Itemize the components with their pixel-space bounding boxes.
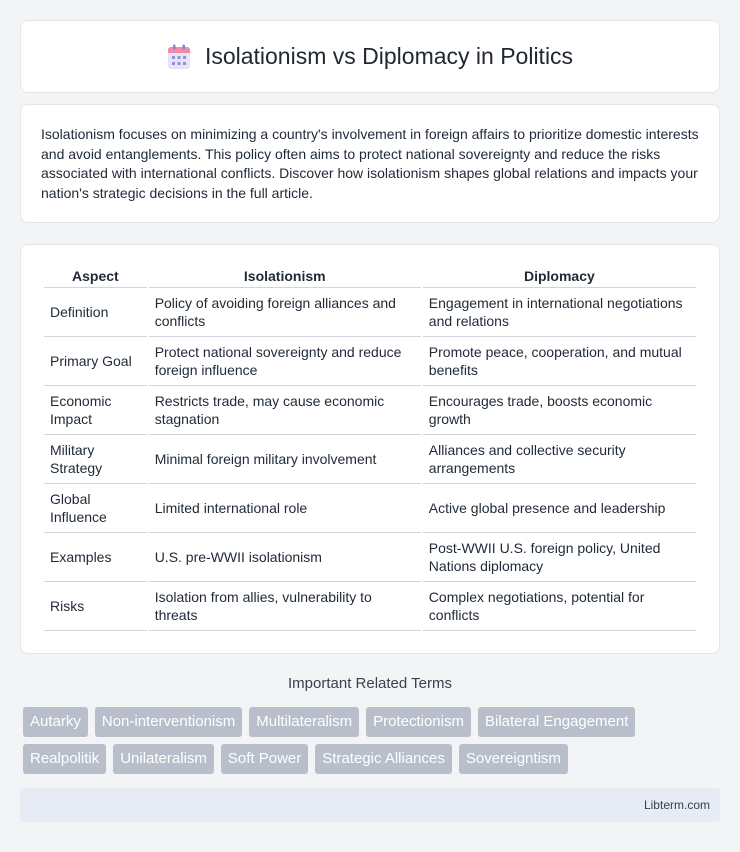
row-diplomacy: Encourages trade, boosts economic growth [423, 386, 696, 435]
intro-card [20, 104, 720, 223]
table-row [44, 337, 696, 386]
header-card [20, 20, 720, 93]
row-diplomacy: Active global presence and leadership [423, 484, 696, 533]
tag-multilateralism[interactable]: Multilateralism [249, 707, 359, 737]
row-aspect: Global Influence [44, 484, 147, 533]
table-header-row [44, 263, 696, 288]
row-isolationism: Isolation from allies, vulnerability to threats [149, 582, 421, 631]
table-row [44, 533, 696, 582]
comparison-card [20, 244, 720, 654]
row-isolationism: Limited international role [149, 484, 421, 533]
intro-text: Isolationism focuses on minimizing a country's involvement in foreign affairs to prioritize domestic interests and avoid entanglements. This policy often aims to protect national sovereignty and reduce the risks associated with international conflicts. Discover how isolationism shapes global relations and impacts your nation's strategic decisions in the full article. [41, 126, 699, 201]
related-terms-title: Important Related Terms [288, 675, 452, 692]
row-diplomacy: Post-WWII U.S. foreign policy, United Nations diplomacy [423, 533, 696, 582]
table-row [44, 435, 696, 484]
tag-row [23, 707, 723, 737]
row-diplomacy: Alliances and collective security arrangements [423, 435, 696, 484]
tag-non-interventionism[interactable]: Non-interventionism [95, 707, 242, 737]
tag-soft-power[interactable]: Soft Power [221, 744, 308, 774]
row-aspect: Military Strategy [44, 435, 147, 484]
row-isolationism: U.S. pre-WWII isolationism [149, 533, 421, 582]
tag-protectionism[interactable]: Protectionism [366, 707, 471, 737]
tag-row [23, 744, 723, 774]
tag-realpolitik[interactable]: Realpolitik [23, 744, 106, 774]
row-isolationism: Minimal foreign military involvement [149, 435, 421, 484]
comparison-table [42, 263, 698, 631]
row-aspect: Risks [44, 582, 147, 631]
page-title: Isolationism vs Diplomacy in Politics [204, 43, 574, 69]
row-aspect: Primary Goal [44, 337, 147, 386]
tag-autarky[interactable]: Autarky [23, 707, 88, 737]
row-diplomacy: Engagement in international negotiations and relations [423, 288, 696, 337]
tag-bilateral-engagement[interactable]: Bilateral Engagement [478, 707, 635, 737]
row-aspect: Definition [44, 288, 147, 337]
header-aspect: Aspect [44, 263, 147, 288]
calendar-icon [167, 44, 191, 70]
table-row [44, 582, 696, 631]
row-diplomacy: Promote peace, cooperation, and mutual benefits [423, 337, 696, 386]
related-terms [23, 707, 723, 781]
tag-sovereigntism[interactable]: Sovereigntism [459, 744, 568, 774]
footer-site-link[interactable]: Libterm.com [643, 798, 710, 812]
tag-strategic-alliances[interactable]: Strategic Alliances [315, 744, 452, 774]
row-aspect: Economic Impact [44, 386, 147, 435]
footer [20, 788, 720, 822]
table-row [44, 484, 696, 533]
row-isolationism: Restricts trade, may cause economic stagnation [149, 386, 421, 435]
tag-unilateralism[interactable]: Unilateralism [113, 744, 214, 774]
row-isolationism: Protect national sovereignty and reduce foreign influence [149, 337, 421, 386]
row-aspect: Examples [44, 533, 147, 582]
table-row [44, 288, 696, 337]
header-diplomacy: Diplomacy [423, 263, 696, 288]
row-isolationism: Policy of avoiding foreign alliances and conflicts [149, 288, 421, 337]
header-isolationism: Isolationism [149, 263, 421, 288]
table-row [44, 386, 696, 435]
row-diplomacy: Complex negotiations, potential for conflicts [423, 582, 696, 631]
